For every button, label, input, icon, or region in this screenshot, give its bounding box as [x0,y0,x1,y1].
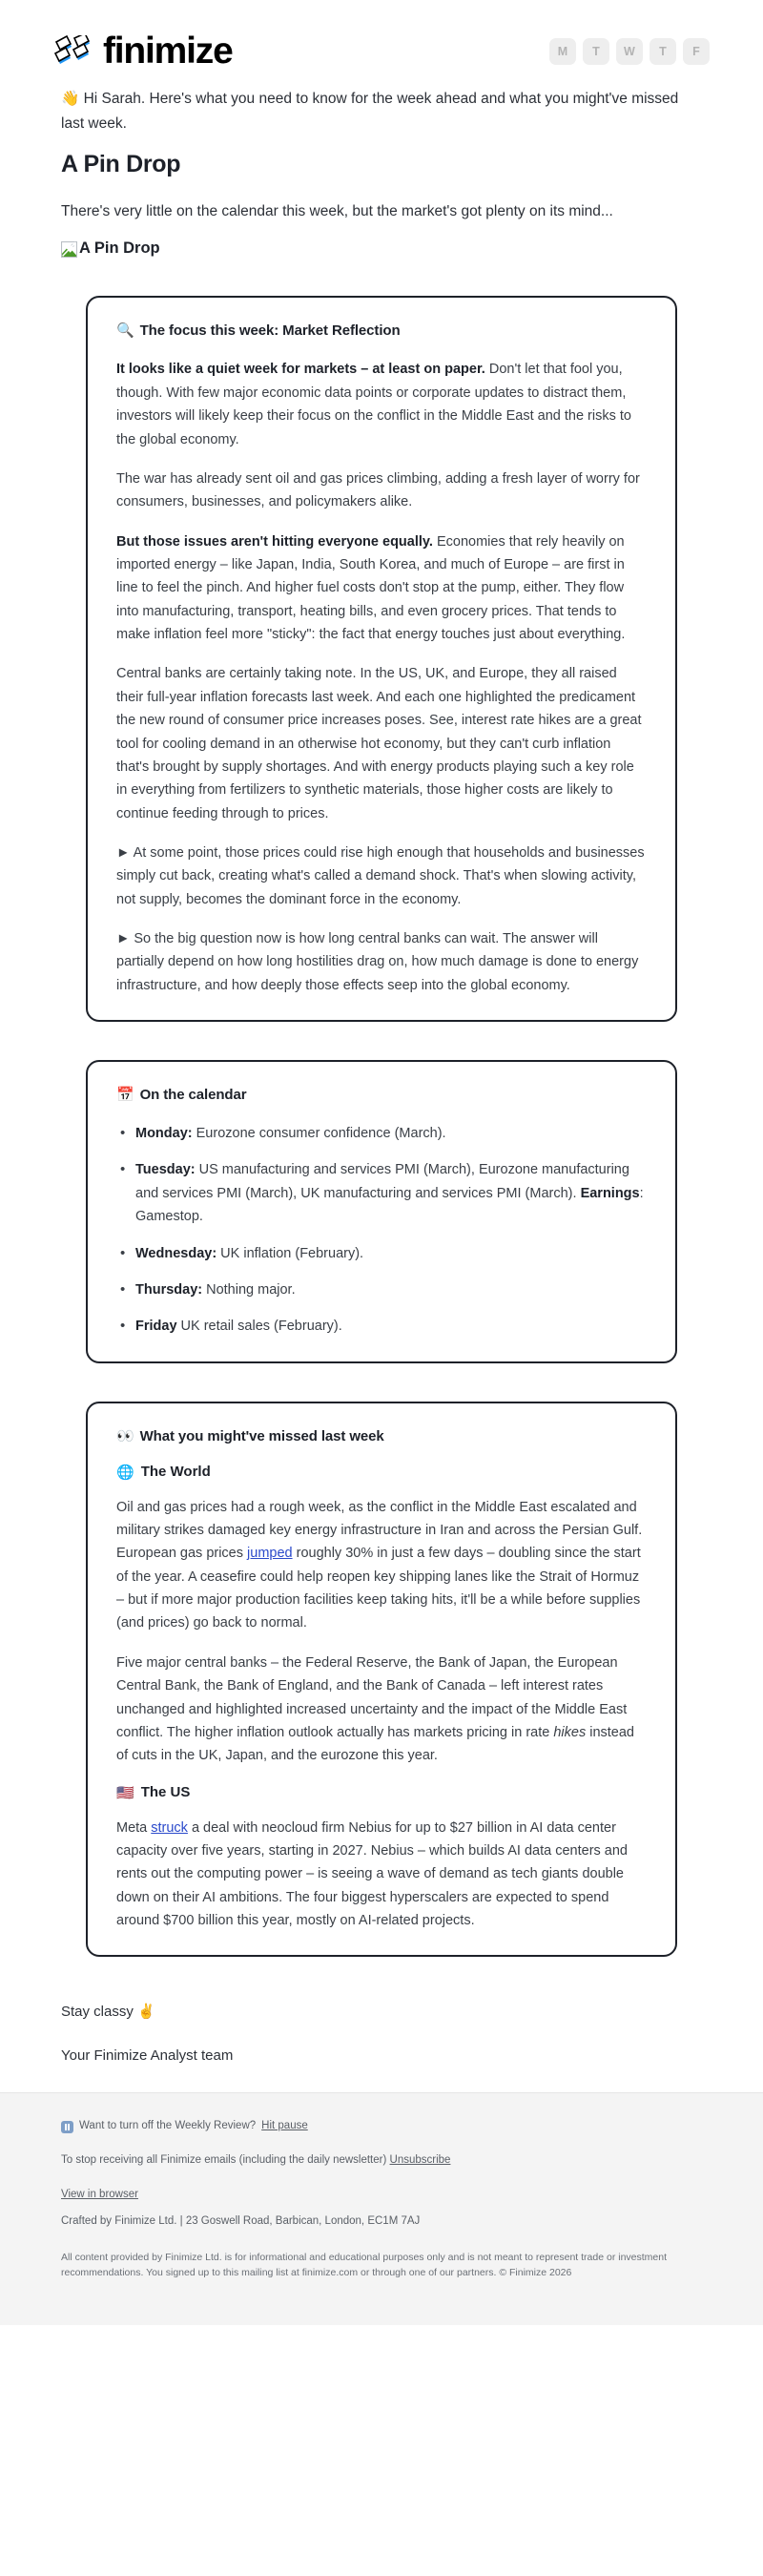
calendar-day-text: Nothing major. [202,1281,296,1298]
hit-pause-link[interactable]: Hit pause [261,2120,308,2132]
broken-image-icon [61,241,77,258]
magnifier-icon: 🔍 [116,322,134,340]
page-title: A Pin Drop [61,151,181,178]
world-p1-part-b: roughly 30% in just a few days – doubling since the start of the year. A ceasefire could help reopen key shipping lanes like the Strait of Hormuz – but if more major production facilities keep taking hits, it'll be a while before supplies (and prices) go back to normal. [116,1546,641,1631]
world-section-heading-text: The World [140,1464,211,1481]
pause-icon [61,2121,73,2133]
us-p1-part-b: a deal with neocloud firm Nebius for up to $27 billion in AI data center capacity over five years, starting in 2027. Nebius – which builds AI data centers and rents out the computing power – is seeing a wave of demand as tech giants double down on their AI ambitions. The four biggest hyperscalers are expected to spend around $700 billion this year, mostly on AI-related projects. [116,1819,628,1929]
world-p2-part-a: Five major central banks – the Federal Reserve, the Bank of Japan, the European Central Bank, the Bank of England, and the Bank of Canada – left interest rates unchanged and highlighted increased uncertainty and the impact of the Middle East conflict. The higher inflation outlook actually has markets pricing in rate [116,1654,628,1740]
list-item [135,1158,647,1228]
calendar-day-label: Friday [135,1319,177,1335]
calendar-day-label: Monday: [135,1126,193,1142]
globe-icon: 🌐 [116,1464,134,1481]
crafted-by-text: Crafted by Finimize Ltd. | 23 Goswell Road, Barbican, London, EC1M 7AJ [61,2214,421,2227]
focus-bullet-1: ► At some point, those prices could rise high enough that households and businesses simply cut back, creating what's called a demand shock. That's when slowing activity, not supply, becomes the dominant force in the economy. [116,844,645,907]
day-badge-wednesday[interactable]: W [616,38,643,65]
unsubscribe-link[interactable]: Unsubscribe [389,2154,451,2167]
missed-last-week-card [86,1402,677,1958]
unsubscribe-row [61,2152,702,2170]
pause-row [61,2118,702,2135]
world-section-heading [116,1464,647,1481]
calendar-earnings-text: : Gamestop. [135,1185,644,1225]
focus-p3-rest: Economies that rely heavily on imported energy – like Japan, India, South Korea, and much of Europe – are first in line to feel the pinch. And higher fuel costs don't stop at the pump, either. They flow into manufacturing, transport, heating bills, and even grocery prices. That tends to make inflation feel more "sticky": the fact that energy touches just about everything. [116,533,626,643]
calendar-card [86,1060,677,1363]
unsubscribe-text: To stop receiving all Finimize emails (including the daily newsletter) [61,2154,387,2167]
focus-paragraph-4: Central banks are certainly taking note. In the US, UK, and Europe, they all raised their full-year inflation forecasts last week. And each one highlighted the predicament the new round of consumer price increases poses. See, interest rate hikes are a great tool for cooling demand in an otherwise hot economy, but they can't curb inflation that's brought by supply shortages. And with energy products playing such a key role in everything from fertilizers to synthetic materials, those higher costs are likely to continue feeding through to prices. [116,666,642,821]
focus-paragraph-1 [116,358,647,450]
signoff-line-2: Your Finimize Analyst team [61,2047,234,2065]
signoff-line-1: Stay classy ✌️ [61,2004,155,2021]
view-in-browser-link[interactable]: View in browser [61,2189,138,2200]
list-item [135,1242,647,1265]
focus-bullet-2: ► So the big question now is how long central banks can wait. The answer will partially depend on how long hostilities drag on, how much damage is done to energy infrastructure, and how deeply those effects seep into the global economy. [116,931,639,993]
us-section-heading-text: The US [140,1784,191,1801]
struck-link[interactable]: struck [151,1819,188,1836]
email-footer [0,2092,763,2325]
jumped-link[interactable]: jumped [247,1546,293,1562]
view-in-browser-row [61,2187,702,2204]
day-badge-monday[interactable]: M [549,38,576,65]
us-paragraph-1 [116,1817,647,1933]
brand-logo[interactable] [53,32,233,70]
list-item [135,1122,647,1145]
day-badge-thursday[interactable]: T [650,38,676,65]
focus-p3-lead: But those issues aren't hitting everyone equally. [116,533,433,550]
focus-p1-lead: It looks like a quiet week for markets – at least on paper. [116,362,485,378]
focus-card-heading [116,322,647,339]
brand-wordmark: finimize [103,31,233,72]
us-p1-part-a: Meta [116,1819,152,1836]
calendar-day-text: US manufacturing and services PMI (March), Eurozone manufacturing and services PMI (March), UK manufacturing and services PMI (March). [135,1162,629,1201]
missed-card-heading-text: What you might've missed last week [139,1427,384,1444]
us-flag-icon: 🇺🇸 [116,1784,134,1801]
calendar-list [116,1122,647,1339]
calendar-icon: 📅 [116,1087,134,1104]
day-badge-tuesday[interactable]: T [583,38,609,65]
us-section-heading [116,1784,647,1801]
list-item [135,1278,647,1301]
hikes-emphasis: hikes [553,1724,587,1740]
calendar-day-text: UK inflation (February). [217,1245,364,1261]
hero-image-placeholder [61,239,702,259]
world-paragraph-1 [116,1496,647,1635]
eyes-icon: 👀 [116,1427,134,1444]
greeting-text: 👋 Hi Sarah. Here's what you need to know for the week ahead and what you might've missed last week. [61,91,679,132]
finimize-butterfly-logo-icon [53,35,93,68]
calendar-day-label: Tuesday: [135,1162,196,1178]
calendar-earnings-label: Earnings [580,1185,640,1201]
focus-p1-rest: Don't let that fool you, though. With few major economic data points or corporate updates to distract them, investors will likely keep their focus on the conflict in the Middle East and the risks to the global economy. [116,362,631,447]
focus-paragraph-2: The war has already sent oil and gas prices climbing, adding a fresh layer of worry for consumers, businesses, and policymakers alike. [116,470,640,510]
calendar-day-text: UK retail sales (February). [176,1319,342,1335]
calendar-day-text: Eurozone consumer confidence (March). [192,1126,446,1142]
calendar-card-heading [116,1087,647,1103]
day-badge-friday[interactable]: F [683,38,710,65]
world-p1-part-a: Oil and gas prices had a rough week, as the conflict in the Middle East escalated and military strikes damaged key energy infrastructure in Iran and across the Persian Gulf. European gas prices [116,1499,643,1562]
day-badge-group [549,38,710,65]
intro-section [0,87,763,258]
list-item [135,1315,647,1338]
focus-paragraph-3 [116,530,647,647]
calendar-card-heading-text: On the calendar [139,1087,247,1104]
pause-text: Want to turn off the Weekly Review? [79,2120,257,2132]
signoff-section [0,1995,763,2067]
email-header [0,0,763,87]
hero-image-alt-text: A Pin Drop [79,239,160,257]
focus-card-heading-text: The focus this week: Market Reflection [139,322,401,340]
calendar-day-label: Wednesday: [135,1245,217,1261]
focus-card [86,296,677,1022]
world-p2-part-b: instead of cuts in the UK, Japan, and the eurozone this year. [116,1724,634,1764]
calendar-day-label: Thursday: [135,1281,203,1298]
missed-card-heading [116,1428,647,1444]
article-lede: There's very little on the calendar this week, but the market's got plenty on its mind... [61,203,613,220]
disclaimer-text: All content provided by Finimize Ltd. is for informational and educational purposes only and is not meant to represent trade or investment recommendations. You signed up to this mailing list at finimize.com or through one of our partners. © Finimize 2026 [61,2251,668,2279]
world-paragraph-2 [116,1652,647,1768]
